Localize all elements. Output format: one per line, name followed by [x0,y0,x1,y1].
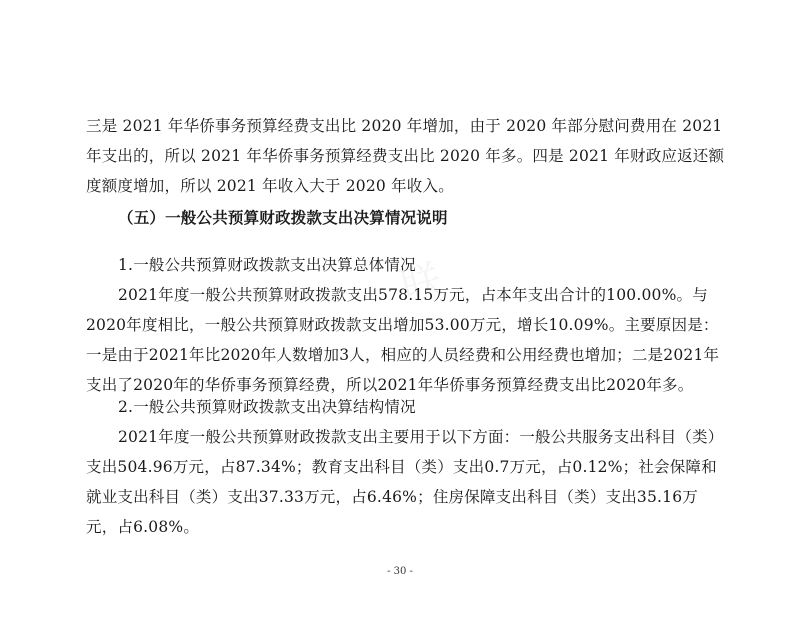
paragraph-continuation: 三是 2021 年华侨事务预算经费支出比 2020 年增加，由于 2020 年部分慰问费用在 2021 年支出的，所以 2021 年华侨事务预算经费支出比 2020 年多。四是 2021 年财政应返还额度额度增加，所以 2021 年收入大于 2020 年收入。 [86,117,725,195]
subsection-2-body: 2021年度一般公共预算财政拨款支出主要用于以下方面：一般公共服务支出科目（类）支出504.96万元，占87.34%；教育支出科目（类）支出0.7万元，占0.12%；社会保障和就业支出科目（类）支出37.33万元，占6.46%；住房保障支出科目（类）支出35.16万元，占6.08%。 [86,428,724,536]
subsection-1-heading: 1.一般公共预算财政拨款支出决算总体情况 [118,256,416,274]
subsection-1-body: 2021年度一般公共预算财政拨款支出578.15万元，占本年支出合计的100.00%。与2020年度相比，一般公共预算财政拨款支出增加53.00万元，增长10.09%。主要原因是：一是由于2021年比2020年人数增加3人，相应的人员经费和公用经费也增加；二是2021年支出了2020年的华侨事务预算经费，所以2021年华侨事务预算经费支出比2020年多。 [86,286,720,394]
section-heading: （五）一般公共预算财政拨款支出决算情况说明 [118,208,448,227]
subsection-2-heading: 2.一般公共预算财政拨款支出决算结构情况 [118,398,416,416]
page-number: - 30 - [387,566,413,577]
